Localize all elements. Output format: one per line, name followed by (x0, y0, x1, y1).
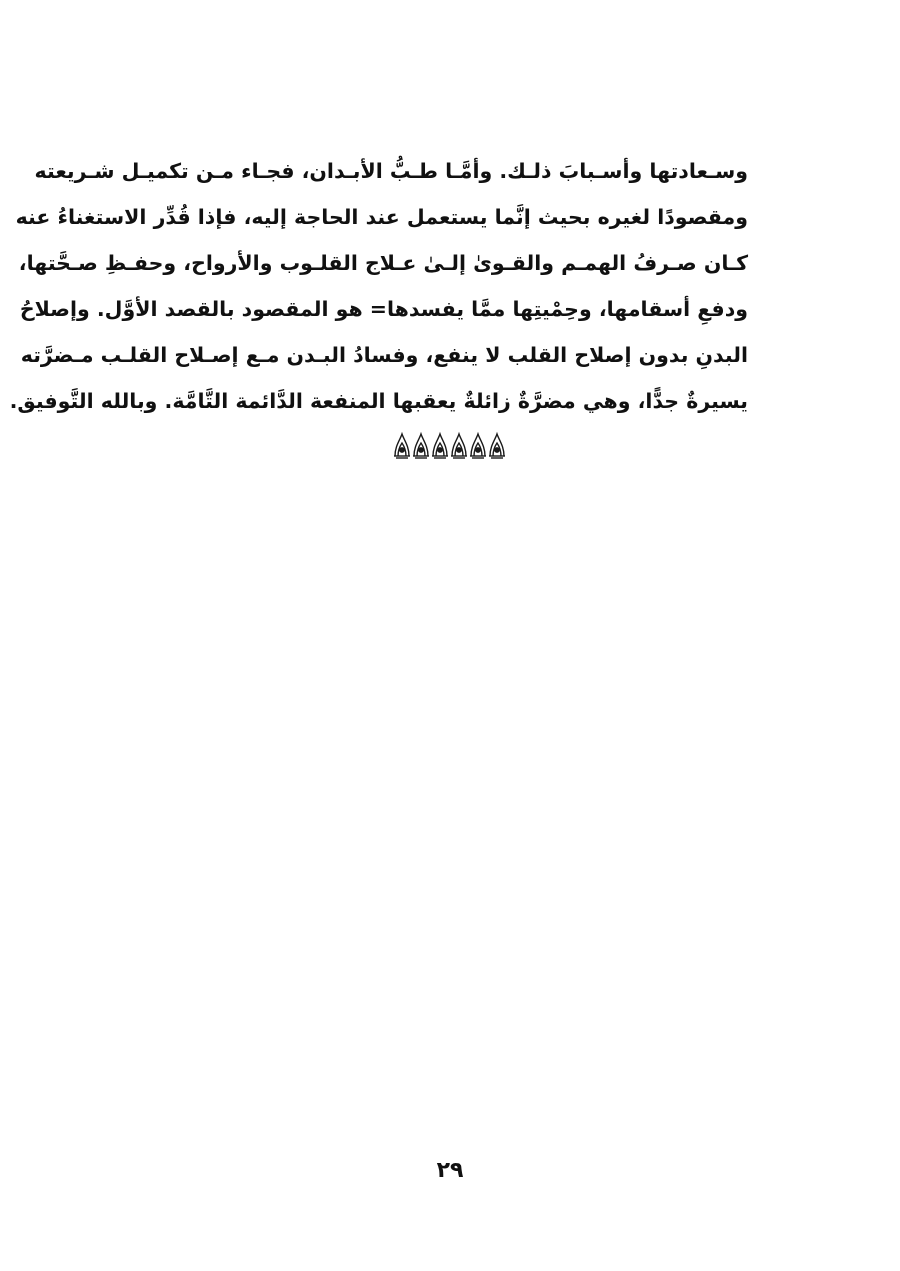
page-number: ٢٩ (436, 1158, 464, 1183)
paragraph-line-6: يسيرةٌ جدًّا، وهي مضرَّةٌ زائلةٌ يعقبها المنفعة الدَّائمة التَّامَّة. وبالله التَّوفيق. (9, 389, 748, 413)
paragraph-line-3: كـان صـرفُ الهمـم والقـوىٰ إلـىٰ عـلاج القلـوب والأرواح، وحفـظِ صـحَّتها، (18, 251, 748, 275)
paragraph-line-1: وسـعادتها وأسـبابَ ذلـك. وأمَّـا طـبُّ الأبـدان، فجـاء مـن تكميـل شـريعته (34, 159, 748, 183)
paragraph-line-2: ومقصودًا لغيره بحيث إنَّما يستعمل عند الحاجة إليه، فإذا قُدِّر الاستغناءُ عنه (15, 205, 748, 229)
paragraph-line-4: ودفعِ أسقامها، وحِمْيتِها ممَّا يفسدها= هو المقصود بالقصد الأوَّل. وإصلاحُ (19, 297, 748, 321)
body-paragraph (9, 148, 748, 424)
floral-separator-icon (392, 430, 508, 460)
paragraph-line-5: البدنِ بدون إصلاح القلب لا ينفع، وفسادُ البـدن مـع إصـلاح القلـب مـضرَّته (20, 343, 748, 367)
